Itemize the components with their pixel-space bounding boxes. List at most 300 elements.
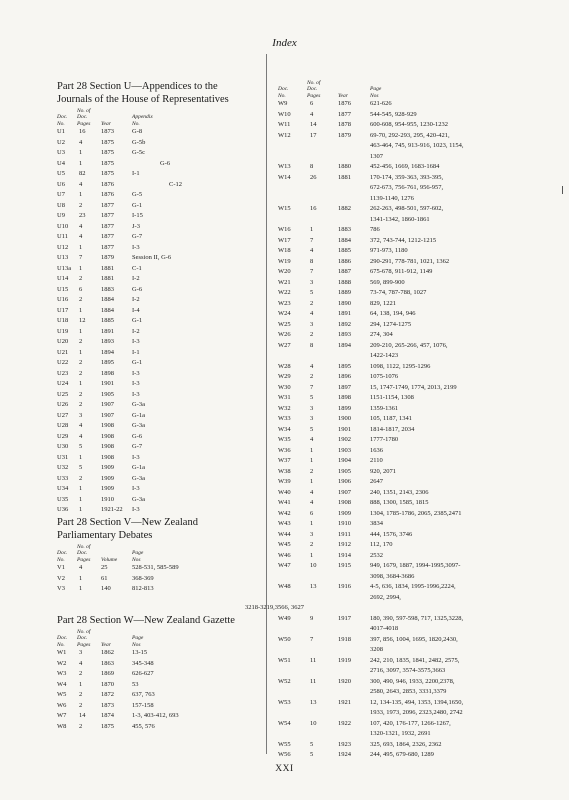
table-cell: W23 (278, 299, 291, 307)
table-row (278, 162, 558, 173)
table-cell: V1 (57, 564, 65, 571)
table-cell: 1893 (101, 338, 114, 345)
table-cell: 9 (310, 614, 314, 622)
page-numbers-line: 1139-1140, 1276 (370, 194, 414, 202)
table-row (278, 540, 558, 551)
table-cell: 345-348 (132, 659, 154, 667)
page-numbers-cell (370, 750, 550, 761)
table-cell: 1 (310, 551, 314, 559)
table-cell: 1898 (101, 369, 114, 377)
section-w-right (245, 74, 558, 761)
page-numbers-cell (370, 393, 550, 404)
table-row (278, 120, 558, 131)
section-u-header (57, 106, 262, 127)
table-cell: 1880 (338, 163, 351, 170)
page-numbers-cell (370, 309, 550, 320)
table-cell: W16 (278, 226, 291, 233)
table-cell: 1902 (338, 436, 351, 443)
table-cell: 140 (101, 585, 111, 592)
table-cell: U3 (57, 149, 65, 156)
table-cell: 1897 (338, 383, 351, 391)
table-cell: 4 (310, 362, 314, 370)
table-row (57, 442, 262, 453)
table-row (57, 669, 262, 680)
table-cell: 1875 (101, 138, 114, 146)
table-cell: 1884 (101, 296, 114, 303)
table-row (278, 477, 558, 488)
page-numbers-line: 2580, 2643, 2853, 3331,3379 (370, 688, 447, 695)
table-cell: I-3 (132, 506, 140, 513)
table-cell: 1 (79, 680, 83, 688)
col-year: Year (101, 641, 111, 648)
page-numbers-cell (245, 603, 425, 614)
table-cell: W14 (278, 173, 291, 181)
page-numbers-cell (370, 278, 550, 289)
table-cell: W32 (278, 404, 291, 412)
page-numbers-line: 786 (370, 226, 380, 233)
table-cell: 1877 (101, 233, 114, 240)
table-cell: 1895 (338, 362, 351, 370)
table-cell: 1910 (101, 495, 114, 503)
table-cell: 1885 (338, 247, 351, 254)
table-row (278, 372, 558, 383)
table-cell: 1883 (338, 226, 351, 233)
table-cell: W7 (57, 712, 67, 719)
table-cell: 1918 (338, 635, 351, 643)
table-row (278, 456, 558, 467)
table-cell: 2 (79, 201, 83, 209)
table-row (57, 127, 262, 138)
running-head: Index (272, 37, 297, 49)
table-cell: W18 (278, 247, 291, 254)
table-row (57, 201, 262, 212)
table-cell: I-2 (132, 327, 140, 335)
table-cell: 1 (79, 264, 83, 272)
table-cell: 1893 (338, 331, 351, 338)
table-cell: U1 (57, 128, 65, 135)
table-cell: 3 (79, 649, 83, 656)
table-cell: 1879 (101, 254, 114, 261)
page-numbers-line: 971-973, 1180 (370, 247, 408, 254)
table-cell: W55 (278, 740, 291, 748)
table-cell: 1885 (101, 317, 114, 324)
table-cell: 5 (310, 289, 314, 296)
col-year: Year (338, 92, 348, 99)
table-cell: U25 (57, 390, 69, 398)
page-numbers-cell (370, 498, 550, 509)
table-row (57, 701, 262, 712)
table-cell: 1912 (338, 541, 351, 548)
page-numbers-cell (370, 120, 550, 131)
table-cell: I-1 (132, 348, 140, 356)
table-cell: 11 (310, 656, 317, 664)
page-numbers-line: 180, 390, 597-598, 717, 1325,3228, (370, 614, 464, 622)
table-cell: 8 (310, 163, 314, 170)
table-row (57, 253, 262, 264)
page-numbers-line: 240, 1351, 2143, 2306 (370, 488, 429, 496)
table-cell: 82 (79, 170, 86, 177)
col-pages: No. of Doc. Pages (77, 628, 91, 648)
table-cell: W11 (278, 121, 291, 128)
table-row (57, 148, 262, 159)
page-numbers-cell (370, 677, 550, 698)
table-cell: 1 (79, 348, 83, 356)
table-cell: 2 (79, 691, 83, 698)
table-cell: 1881 (101, 264, 114, 272)
page-numbers-line: 621-626 (370, 100, 392, 107)
page-numbers-cell (370, 635, 550, 656)
page-numbers-line: 105, 1187, 1341 (370, 415, 413, 422)
table-cell: 1877 (338, 110, 351, 118)
page-numbers-line: 1307 (370, 152, 383, 160)
table-cell: 1 (310, 520, 314, 527)
section-v (57, 516, 262, 595)
table-cell: W5 (57, 691, 67, 698)
col-doc: Doc. No. (57, 114, 68, 127)
table-cell: W42 (278, 509, 291, 517)
page-numbers-line: 544-545, 928-929 (370, 110, 417, 118)
table-row (57, 358, 262, 369)
page-numbers-cell (370, 110, 550, 121)
table-cell: 1916 (338, 583, 351, 590)
table-cell: 3 (310, 404, 314, 412)
table-cell: 368-369 (132, 574, 154, 582)
table-cell: 8 (310, 257, 314, 265)
table-cell: 14 (310, 121, 317, 128)
table-row (278, 498, 558, 509)
page-numbers-line: 2716, 3097, 3574-3575,3663 (370, 667, 446, 674)
table-cell: 1 (79, 495, 83, 503)
table-cell: U13 (57, 254, 69, 261)
table-cell: 7 (79, 254, 83, 261)
table-cell: I-3 (132, 243, 140, 251)
table-cell: 1906 (338, 478, 351, 485)
table-cell: U31 (57, 453, 69, 461)
table-cell: U16 (57, 296, 69, 303)
table-cell: 4 (79, 432, 83, 440)
table-cell: 2 (79, 359, 83, 366)
table-cell: 2 (310, 541, 314, 548)
table-row (278, 299, 558, 310)
page-numbers-line: 397, 856, 1004, 1695, 1820,2430, (370, 635, 458, 643)
table-cell: 1909 (101, 474, 114, 482)
table-cell: I-3 (132, 338, 140, 345)
table-cell: U23 (57, 369, 69, 377)
table-row (278, 393, 558, 404)
page-numbers-cell (370, 320, 550, 331)
table-cell: 1881 (338, 173, 351, 181)
page-numbers-cell (370, 435, 550, 446)
table-cell: 1901 (338, 425, 351, 433)
table-cell: 1874 (101, 712, 114, 719)
table-cell: W26 (278, 331, 291, 338)
table-cell: W13 (278, 163, 291, 170)
table-cell: 4 (79, 233, 83, 240)
table-row (278, 341, 558, 362)
table-row (278, 288, 558, 299)
table-cell: G-6 (132, 285, 143, 293)
table-cell: J-3 (132, 222, 140, 230)
table-row (57, 243, 262, 254)
table-cell: 12 (79, 317, 86, 324)
page-numbers-cell (370, 456, 550, 467)
table-cell: U22 (57, 359, 69, 366)
table-cell: U19 (57, 327, 69, 335)
table-cell: 1877 (101, 243, 114, 251)
page-numbers-line: 4-5, 636, 1834, 1995-1996,2224, (370, 583, 456, 590)
section-v-rows (57, 563, 262, 595)
table-cell: 157-158 (132, 701, 154, 709)
table-row (278, 698, 558, 719)
col-doc: Doc. No. (278, 86, 289, 99)
table-cell: 2 (310, 373, 314, 380)
page-numbers-cell (370, 446, 550, 457)
page-numbers-line: 209-210, 265-266, 457, 1076, (370, 341, 448, 349)
table-cell: I-2 (132, 296, 140, 303)
section-v-header (57, 542, 262, 563)
page-numbers-line: 170-174, 359-363, 393-395, (370, 173, 444, 181)
table-cell: W31 (278, 394, 291, 401)
table-cell: 1908 (101, 432, 114, 440)
table-cell: W39 (278, 478, 291, 485)
table-cell: G-3a (132, 401, 145, 408)
table-cell: 1 (79, 506, 83, 513)
page-numbers-line: 107, 420, 176-177, 1266-1267, (370, 719, 451, 727)
table-cell: W45 (278, 541, 291, 548)
page-numbers-line: 325, 693, 1864, 2326, 2362 (370, 740, 442, 748)
table-row (278, 267, 558, 278)
table-cell: 1910 (338, 520, 351, 527)
table-cell: 1875 (101, 170, 114, 177)
table-cell: W54 (278, 719, 291, 727)
table-cell: 4 (310, 247, 314, 254)
page-numbers-cell (370, 551, 550, 562)
table-row (57, 274, 262, 285)
table-cell: W9 (278, 100, 288, 107)
table-row (57, 285, 262, 296)
table-cell: W30 (278, 383, 291, 391)
table-cell: 1881 (101, 275, 114, 282)
table-row (57, 369, 262, 380)
table-cell: G-1 (132, 201, 143, 209)
table-cell: 1889 (338, 289, 351, 296)
table-cell: U30 (57, 443, 69, 450)
table-cell: U28 (57, 422, 69, 429)
page-numbers-line: 64, 138, 194, 946 (370, 310, 416, 317)
table-row (57, 711, 262, 722)
table-cell: 1876 (101, 191, 114, 198)
table-row (57, 432, 262, 443)
table-cell: 1895 (101, 359, 114, 366)
table-row (57, 495, 262, 506)
table-cell: 6 (310, 509, 314, 517)
page-numbers-cell (370, 236, 550, 247)
table-row (57, 327, 262, 338)
table-cell: W19 (278, 257, 291, 265)
table-cell: U35 (57, 495, 69, 503)
table-cell: U7 (57, 191, 65, 198)
page-numbers-line: 112, 170 (370, 541, 393, 548)
table-cell: I-3 (132, 380, 140, 387)
table-cell: 1922 (338, 719, 351, 727)
table-cell: U26 (57, 401, 69, 408)
table-cell: G-8 (132, 128, 143, 135)
table-row (278, 246, 558, 257)
col-volume: Volume (101, 556, 118, 563)
table-cell: G-1a (132, 464, 145, 471)
table-cell: 1888 (338, 278, 351, 286)
table-cell: 1 (79, 306, 83, 314)
table-cell: W44 (278, 530, 291, 538)
page-numbers-line: 1359-1361 (370, 404, 399, 412)
table-row (278, 519, 558, 530)
table-cell: 1877 (101, 222, 114, 230)
table-cell: 1908 (101, 422, 114, 429)
page-numbers-cell (370, 299, 550, 310)
table-cell: 25 (101, 564, 108, 571)
col-appendix: Appendix No. (132, 114, 153, 127)
col-page-nos: Page Nos (132, 550, 144, 563)
table-cell: W53 (278, 698, 291, 706)
page-numbers-line: 15, 1747-1749, 1774, 2013, 2199 (370, 383, 457, 391)
table-row (57, 574, 262, 585)
page-numbers-line: 1075-1076 (370, 373, 399, 380)
page-numbers-line: 569, 899-900 (370, 278, 405, 286)
page-numbers-line: 1777-1780 (370, 436, 399, 443)
table-cell: 1 (79, 485, 83, 492)
table-cell: W37 (278, 457, 291, 464)
table-cell: U2 (57, 138, 65, 146)
table-row (57, 211, 262, 222)
table-cell: 1 (310, 226, 314, 233)
table-cell: 637, 763 (132, 691, 155, 698)
page-numbers-line: 2110 (370, 457, 383, 464)
table-cell: 1890 (338, 299, 351, 307)
table-cell: U13a (57, 264, 72, 272)
table-row (57, 232, 262, 243)
table-cell: W35 (278, 436, 291, 443)
table-cell: 1 (79, 327, 83, 335)
table-cell: 1909 (101, 464, 114, 471)
table-row (278, 383, 558, 394)
page-numbers-line: 452-456, 1669, 1683-1684 (370, 163, 440, 170)
table-cell: 1 (79, 585, 83, 592)
table-row (57, 316, 262, 327)
table-row (57, 180, 262, 191)
table-row (278, 740, 558, 751)
table-cell: 1898 (338, 394, 351, 401)
table-row (278, 561, 558, 582)
table-cell: 2 (310, 467, 314, 475)
page-numbers-line: 672-673, 756-761, 956-957, (370, 184, 444, 191)
table-cell: 2 (79, 670, 83, 677)
table-cell: W56 (278, 751, 291, 758)
table-cell: U8 (57, 201, 65, 209)
table-row (278, 425, 558, 436)
table-cell: 1 (79, 149, 83, 156)
table-cell: 6 (79, 285, 83, 293)
table-row (278, 509, 558, 520)
table-cell: 626-627 (132, 670, 154, 677)
table-row (57, 411, 262, 422)
table-row (278, 110, 558, 121)
page-numbers-cell (370, 341, 550, 362)
table-row (278, 362, 558, 373)
table-cell: 1869 (101, 670, 114, 677)
table-cell: 1884 (338, 236, 351, 244)
page-numbers-cell (370, 362, 550, 373)
table-cell: 1 (79, 243, 83, 251)
section-v-title: Part 28 Section V—New Zealand Parliamentary Debates (57, 517, 198, 541)
table-row (57, 484, 262, 495)
table-cell: 1876 (338, 100, 351, 107)
page-numbers-cell (370, 404, 550, 415)
table-row (57, 222, 262, 233)
page-numbers-line: 3834 (370, 520, 383, 527)
section-w-left (57, 614, 262, 732)
table-cell: 5 (310, 751, 314, 758)
table-cell: W4 (57, 680, 67, 688)
page-numbers-cell (370, 330, 550, 341)
page-numbers-line: 262-263, 498-501, 597-602, (370, 205, 444, 212)
table-cell: W10 (278, 110, 291, 118)
page-numbers-cell (370, 288, 550, 299)
table-cell: G-7 (132, 443, 143, 450)
table-row (57, 453, 262, 464)
table-cell: W22 (278, 289, 291, 296)
table-cell: W33 (278, 415, 291, 422)
section-w-rows (57, 648, 262, 732)
table-cell: 2 (79, 401, 83, 408)
col-doc: Doc. No. (57, 550, 68, 563)
table-cell: 1907 (101, 411, 114, 419)
table-cell: 7 (310, 236, 314, 244)
table-cell: 1 (310, 478, 314, 485)
table-cell: W28 (278, 362, 291, 370)
page-numbers-line: 3098, 3684-3686 (370, 572, 415, 580)
table-cell: 1886 (338, 257, 351, 265)
table-cell: 1894 (338, 341, 351, 349)
page-numbers-line: 2692, 2994, (370, 593, 401, 601)
table-cell: 11 (310, 677, 317, 685)
table-cell: W51 (278, 656, 291, 664)
table-cell: 812-813 (132, 585, 154, 592)
table-cell: 1919 (338, 656, 351, 664)
table-cell: 1-3, 403-412, 693 (132, 712, 179, 719)
table-cell: U24 (57, 380, 69, 387)
table-row (278, 99, 558, 110)
table-row (57, 306, 262, 317)
table-cell: 7 (310, 635, 314, 643)
table-row (57, 169, 262, 180)
table-cell: 1904 (338, 457, 351, 464)
page-numbers-line: 1422-1423 (370, 352, 399, 359)
page-numbers-line: 372, 743-744, 1212-1215 (370, 236, 437, 244)
table-cell: 1875 (101, 149, 114, 156)
table-cell: 10 (310, 562, 317, 569)
table-cell: 1878 (338, 121, 351, 128)
table-row (278, 677, 558, 698)
table-row (57, 348, 262, 359)
table-cell: W1 (57, 649, 67, 656)
table-row (278, 446, 558, 457)
table-row (278, 435, 558, 446)
table-row (57, 390, 262, 401)
table-row (57, 159, 262, 170)
table-cell: C-12 (169, 180, 182, 188)
page-numbers-cell (370, 582, 550, 603)
table-cell: U27 (57, 411, 69, 419)
